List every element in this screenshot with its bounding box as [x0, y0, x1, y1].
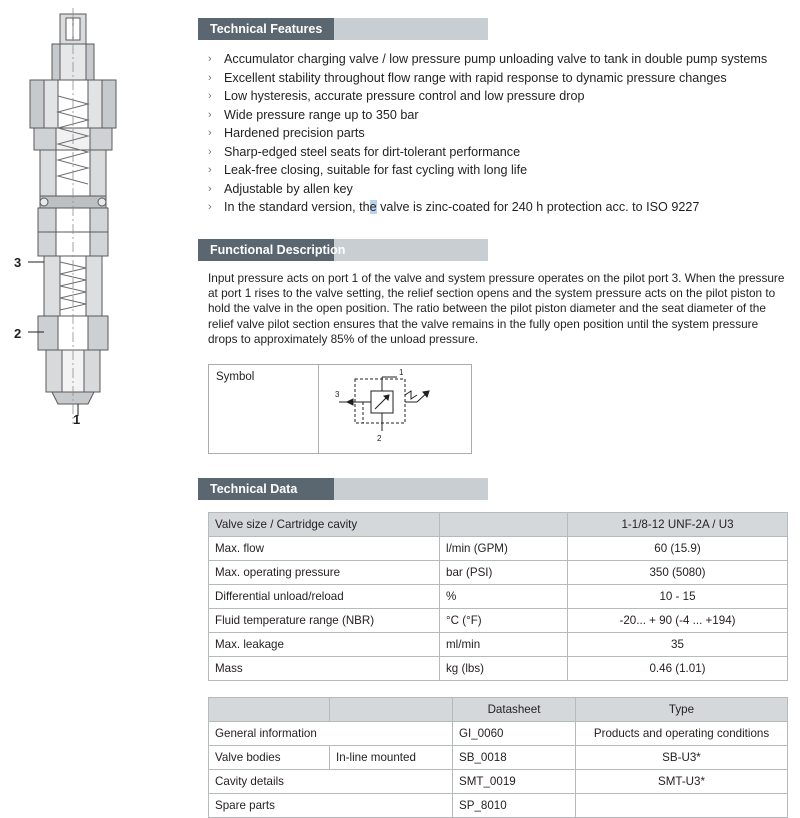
symbol-port-2-label: 2 — [377, 433, 382, 443]
cell-name: Mass — [209, 656, 440, 680]
chevron-right-icon: › — [208, 164, 212, 176]
feature-text: Leak-free closing, suitable for fast cycling with long life — [224, 163, 528, 177]
symbol-port-1-label: 1 — [399, 367, 404, 377]
cell-type-header: Type — [576, 697, 788, 721]
table-row-header — [209, 512, 788, 536]
list-item — [208, 143, 798, 162]
cell-name: Cavity details — [209, 769, 453, 793]
chevron-right-icon: › — [208, 182, 212, 195]
cell-unit: bar (PSI) — [440, 560, 568, 584]
list-item — [208, 198, 798, 217]
table-spacer — [198, 681, 798, 697]
cell-type: SMT-U3* — [576, 769, 788, 793]
section-header-technical-features — [198, 18, 798, 40]
cell-name: Max. operating pressure — [209, 560, 440, 584]
cell-name: Max. leakage — [209, 632, 440, 656]
feature-text: Hardened precision parts — [224, 126, 365, 140]
cell-blank-2 — [330, 697, 453, 721]
cell-blank-1 — [209, 697, 330, 721]
drawing-label-port2: 2 — [14, 326, 22, 341]
feature-text-pre: In the standard version, th — [224, 200, 370, 214]
chevron-right-icon: › — [208, 201, 212, 213]
cell-unit — [440, 512, 568, 536]
valve-cross-section-drawing — [0, 0, 196, 470]
chevron-right-icon: › — [208, 145, 212, 158]
feature-text: Low hysteresis, accurate pressure control and low pressure drop — [224, 89, 585, 103]
cell-datasheet-header: Datasheet — [453, 697, 576, 721]
section-bar-light — [334, 478, 488, 500]
chevron-right-icon: › — [208, 53, 212, 65]
list-item — [208, 161, 798, 180]
cell-value: 0.46 (1.01) — [568, 656, 788, 680]
symbol-port-3-label: 3 — [335, 389, 340, 399]
list-item — [208, 106, 798, 125]
feature-text: Wide pressure range up to 350 bar — [224, 107, 419, 122]
chevron-right-icon: › — [208, 108, 212, 121]
list-item — [208, 87, 798, 106]
list-item — [208, 124, 798, 143]
feature-text: Accumulator charging valve / low pressure pump unloading valve to tank in double pump systems — [224, 52, 768, 66]
section-bar-light — [334, 239, 488, 261]
section-title: Functional Description — [210, 242, 346, 257]
table-row-header — [209, 697, 788, 721]
feature-text: Sharp-edged steel seats for dirt-tolerant performance — [224, 144, 521, 159]
cell-name: Fluid temperature range (NBR) — [209, 608, 440, 632]
symbol-label: Symbol — [209, 365, 319, 453]
cell-datasheet: SP_8010 — [453, 793, 576, 817]
table-row — [209, 721, 788, 745]
drawing-label-port3: 3 — [14, 255, 22, 270]
section-title: Technical Features — [210, 22, 323, 36]
cell-name: Valve bodies — [209, 745, 330, 769]
functional-description-text: Input pressure acts on port 1 of the valve and system pressure operates on the pilot port 3. When the pressure at port 1 rises to the valve setting, the relief section opens and the system pressure acts on the pilot piston to hold the valve in the open position. The ratio between the pilot piston diameter and the seat diameter of the relief valve pilot section ensures that the valve remains in the fully open position until the system pressure drops to approximately 85% of the unload pressure. — [208, 270, 785, 347]
table-row — [209, 584, 788, 608]
table-row — [209, 793, 788, 817]
cell-unit: % — [440, 584, 568, 608]
table-row — [209, 656, 788, 680]
cell-name: Spare parts — [209, 793, 453, 817]
table-row — [209, 560, 788, 584]
section-bar-light — [334, 18, 488, 40]
cell-type — [576, 793, 788, 817]
reference-table — [208, 697, 788, 818]
cell-value: 1-1/8-12 UNF-2A / U3 — [568, 512, 788, 536]
technical-features-list — [198, 50, 798, 217]
cell-value: -20... + 90 (-4 ... +194) — [568, 608, 788, 632]
content-column — [198, 0, 798, 818]
list-item — [208, 50, 798, 69]
table-row — [209, 769, 788, 793]
cell-value: 350 (5080) — [568, 560, 788, 584]
cell-value: 10 - 15 — [568, 584, 788, 608]
chevron-right-icon: › — [208, 127, 212, 139]
valve-drawing-svg — [0, 0, 196, 470]
cell-datasheet: SMT_0019 — [453, 769, 576, 793]
table-row — [209, 608, 788, 632]
section-header-technical-data — [198, 478, 798, 500]
table-row — [209, 745, 788, 769]
list-item — [208, 180, 798, 199]
cell-name: General information — [209, 721, 453, 745]
list-item — [208, 69, 798, 88]
hydraulic-symbol-svg — [319, 365, 471, 451]
chevron-right-icon: › — [208, 71, 212, 84]
symbol-box — [208, 364, 472, 454]
technical-data-table — [208, 512, 788, 681]
feature-text-post: valve is zinc-coated for 240 h protection acc. to ISO 9227 — [376, 200, 700, 214]
text-selection-highlight: e — [369, 200, 377, 214]
table-row — [209, 536, 788, 560]
cell-subname: In-line mounted — [330, 745, 453, 769]
cell-valve-size: Valve size / Cartridge cavity — [209, 512, 440, 536]
feature-text: Adjustable by allen key — [224, 181, 353, 196]
table-row — [209, 632, 788, 656]
cell-type: SB-U3* — [576, 745, 788, 769]
cell-unit: kg (lbs) — [440, 656, 568, 680]
drawing-label-port1: 1 — [73, 412, 81, 427]
cell-unit: l/min (GPM) — [440, 536, 568, 560]
feature-text: Excellent stability throughout flow range with rapid response to dynamic pressure changes — [224, 70, 727, 85]
cell-value: 60 (15.9) — [568, 536, 788, 560]
section-header-functional-description — [198, 239, 798, 261]
chevron-right-icon: › — [208, 90, 212, 102]
cell-name: Max. flow — [209, 536, 440, 560]
section-title: Technical Data — [210, 481, 298, 496]
cell-type: Products and operating conditions — [576, 721, 788, 745]
cell-name: Differential unload/reload — [209, 584, 440, 608]
cell-datasheet: SB_0018 — [453, 745, 576, 769]
cell-unit: °C (°F) — [440, 608, 568, 632]
cell-unit: ml/min — [440, 632, 568, 656]
cell-value: 35 — [568, 632, 788, 656]
cell-datasheet: GI_0060 — [453, 721, 576, 745]
symbol-diagram — [319, 365, 471, 453]
